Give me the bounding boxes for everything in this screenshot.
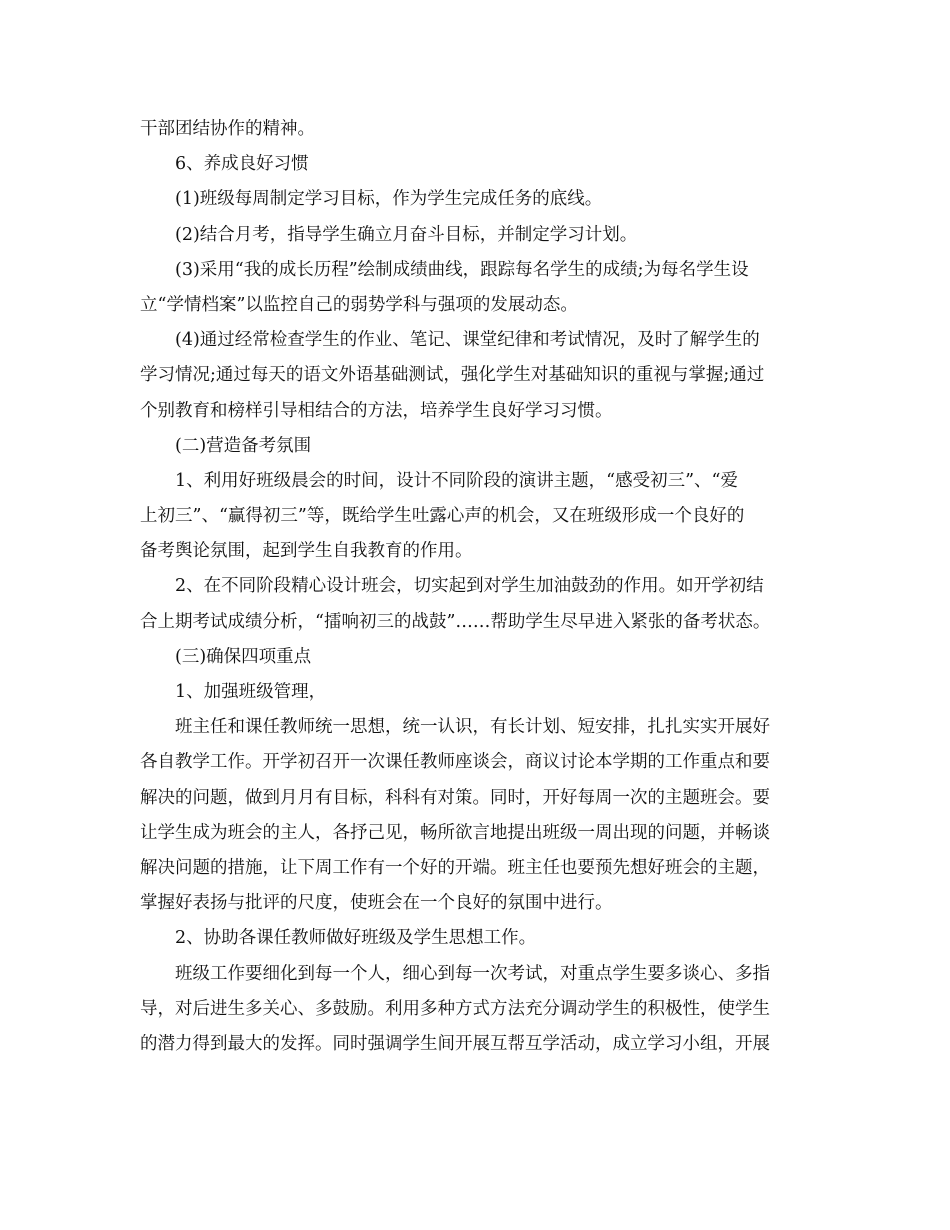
text-line: 班级工作要细化到每一个人，细心到每一次考试，对重点学生要多谈心、多指 xyxy=(175,963,770,984)
document-body xyxy=(140,112,820,1062)
text-line: (2)结合月考，指导学生确立月奋斗目标，并制定学习计划。 xyxy=(175,224,638,245)
text-line: 合上期考试成绩分析，“擂响初三的战鼓”……帮助学生尽早进入紧张的备考状态。 xyxy=(140,611,771,632)
text-line: 立“学情档案”以监控自己的弱势学科与强项的发展动态。 xyxy=(140,294,578,315)
text-line: (4)通过经常检查学生的作业、笔记、课堂纪律和考试情况，及时了解学生的 xyxy=(175,330,760,351)
text-line: 学习情况;通过每天的语文外语基础测试，强化学生对基础知识的重视与掌握;通过 xyxy=(140,365,765,386)
text-line: 让学生成为班会的主人，各抒己见，畅所欲言地提出班级一周出现的问题，并畅谈 xyxy=(140,822,770,843)
text-line: 个别教育和榜样引导相结合的方法，培养学生良好学习习惯。 xyxy=(140,400,613,421)
text-line: 掌握好表扬与批评的尺度，使班会在一个良好的氛围中进行。 xyxy=(140,893,613,914)
text-line: 6、养成良好习惯 xyxy=(175,154,309,175)
text-line: 上初三”、“赢得初三”等，既给学生吐露心声的机会，又在班级形成一个良好的 xyxy=(140,506,745,527)
text-line: (3)采用“我的成长历程”绘制成绩曲线，跟踪每名学生的成绩;为每名学生设 xyxy=(175,259,749,280)
text-line: 班主任和课任教师统一思想，统一认识，有长计划、短安排，扎扎实实开展好 xyxy=(175,717,770,738)
text-line: (1)班级每周制定学习目标，作为学生完成任务的底线。 xyxy=(175,189,603,210)
section-heading: (三)确保四项重点 xyxy=(175,646,312,667)
text-line: 的潜力得到最大的发挥。同时强调学生间开展互帮互学活动，成立学习小组，开展 xyxy=(140,1033,770,1054)
text-line: 解决问题的措施，让下周工作有一个好的开端。班主任也要预先想好班会的主题， xyxy=(140,857,770,878)
text-line: 2、在不同阶段精心设计班会，切实起到对学生加油鼓劲的作用。如开学初结 xyxy=(175,576,764,597)
text-line: 1、利用好班级晨会的时间，设计不同阶段的演讲主题，“感受初三”、“爱 xyxy=(175,470,738,491)
text-line: 导，对后进生多关心、多鼓励。利用多种方式方法充分调动学生的积极性，使学生 xyxy=(140,998,770,1019)
text-line: 2、协助各课任教师做好班级及学生思想工作。 xyxy=(175,928,537,949)
text-line: 各自教学工作。开学初召开一次课任教师座谈会，商议讨论本学期的工作重点和要 xyxy=(140,752,770,773)
text-line: 解决的问题，做到月月有目标，科科有对策。同时，开好每周一次的主题班会。要 xyxy=(140,787,770,808)
text-line: 备考舆论氛围，起到学生自我教育的作用。 xyxy=(140,541,473,562)
section-heading: (二)营造备考氛围 xyxy=(175,435,312,456)
text-line: 1、加强班级管理， xyxy=(175,682,327,702)
text-line: 干部团结协作的精神。 xyxy=(140,119,315,139)
